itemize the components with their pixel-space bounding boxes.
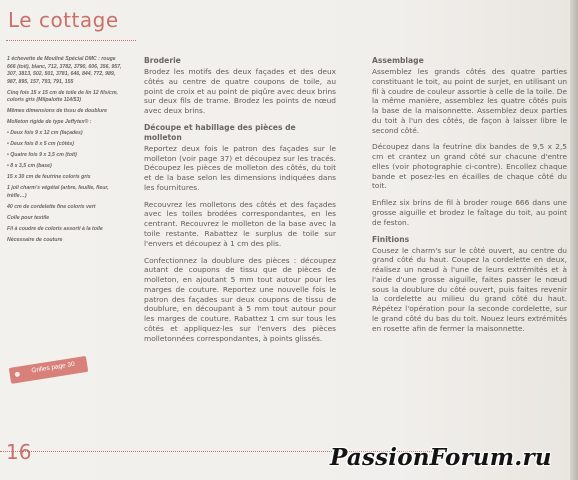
section-heading-finitions: Finitions (372, 234, 410, 244)
materials-item: 1 joli charm's végétal (arbre, feuille, fleur, trèfle…) (7, 185, 109, 199)
watermark: PassionForum.ru (330, 444, 552, 471)
page-number: 16 (6, 440, 32, 464)
materials-list (7, 56, 125, 248)
materials-item: Colle pour textile (7, 215, 50, 221)
materials-item: • Deux fois 9 x 12 cm (façades) (7, 130, 83, 137)
instructions-column-middle (144, 56, 336, 350)
paragraph-finitions: Cousez le charm's sur le côté ouvert, au centre du grand côté du haut. Coupez la cordelette en deux, réalisez un nœud à l'une de leurs extrémités et à l'aide d'une grosse aiguille, faites passer le nœud sous la doublure du côté ouvert, puis faites revenir la cordelette au milieu du grand côté du haut. Répétez l'opération pour la seconde cordelette, sur le grand côté du bas du toit. Nouez leurs extrémités en rosette afin de fermer la maisonnette. (372, 245, 567, 333)
materials-item: Mêmes dimensions de tissu de doublure (7, 108, 108, 115)
title-divider (6, 40, 136, 41)
materials-item: Fil à coudre de coloris assorti à la toile (7, 226, 103, 233)
paragraph-assemblage-2: Découpez dans la feutrine dix bandes de 9,5 x 2,5 cm et crantez un grand côté sur chacune d'entre elles (voir photographie ci-contre). Encollez chaque bande et posez-les en écailles de chaque côté du toit. (372, 142, 567, 191)
materials-item: Molleton rigide de type Jeffytex® : (7, 119, 92, 126)
materials-item: • Quatre fois 9 x 3,5 cm (toit) (7, 152, 77, 159)
section-heading-assemblage: Assemblage (372, 56, 424, 65)
paragraph-assemblage-3: Enfilez six brins de fil à broder rouge 666 dans une grosse aiguille et brodez le faîtage du toit, au point de feston. (372, 198, 567, 227)
materials-item: 1 échevette de Mouliné Spécial DMC : rouge 666 (toit), blanc, 712, 3782, 3790, 606, 356, 957, 307, 3813, 502, 501, 3781, 646, 844, 772, 989, 987, 895, 157, 793, 791, 155 (7, 56, 122, 85)
section-heading-broderie: Broderie (144, 56, 181, 65)
materials-item: 40 cm de cordelette fine coloris vert (7, 203, 96, 210)
paragraph-decoupe-2: Recouvrez les molletons des côtés et des façades avec les toiles brodées correspondantes, en les centrant. Recouvrez le molleton de la base avec la toile restante. Rabattez le surplus de toile sur l'envers et découpez à 1 cm des plis. (144, 199, 336, 248)
paragraph-broderie: Brodez les motifs des deux façades et des deux côtés au centre de quatre coupons de toile, au point de croix et au point de piqûre avec deux brins sur deux fils de trame. Brodez les points de nœud avec deux brins. (144, 67, 336, 116)
section-heading-decoupe: Découpe et habillage des pièces de molleton (144, 122, 296, 142)
tag-hole-icon (14, 371, 20, 377)
materials-item: Nécessaire de couture (7, 237, 63, 244)
page-title: Le cottage (8, 8, 119, 32)
grid-reference-tag (9, 356, 89, 384)
materials-item: • 8 x 3,5 cm (base) (7, 163, 52, 170)
materials-item: • Deux fois 8 x 5 cm (côtés) (7, 141, 74, 148)
instructions-column-right (372, 56, 567, 340)
page-binding-edge (570, 0, 578, 480)
paragraph-decoupe-1: Reportez deux fois le patron des façades sur le molleton (voir page 37) et découpez sur les tracés. Découpez les pièces de molleton des côtés, du toit et de la base selon les dimensions indiquées dans les fournitures. (144, 143, 336, 192)
materials-item: Cinq fois 15 x 15 cm de toile de lin 12 fils/cm, coloris gris (Milpalotte 114/53) (7, 89, 118, 104)
materials-item: 15 x 30 cm de feutrine coloris gris (7, 174, 91, 181)
paragraph-decoupe-3: Confectionnez la doublure des pièces : découpez autant de coupons de tissu que de pièces de molleton, en ajoutant 5 mm tout autour pour les marges de couture. Reportez une nouvelle fois le patron des façades sur deux coupons de tissu de doublure, en découpant à 5 mm tout autour pour les marges de couture. Rabattez 1 cm sur tous les côtés et appliquez-les sur l'envers des pièces molletonnées correspondantes, à points glissés. (144, 255, 336, 343)
tag-label: Grilles page 30 (30, 360, 76, 375)
paragraph-assemblage-1: Assemblez les grands côtés des quatre parties constituant le toit, au point de surjet, en utilisant un fil à coudre de couleur assortie à celle de la toile. De la même manière, assemblez les quatre côtés puis la base de la maisonnette. Assemblez deux parties du toit à l'un des côtés, de façon à laisser libre le second côté. (372, 67, 567, 135)
